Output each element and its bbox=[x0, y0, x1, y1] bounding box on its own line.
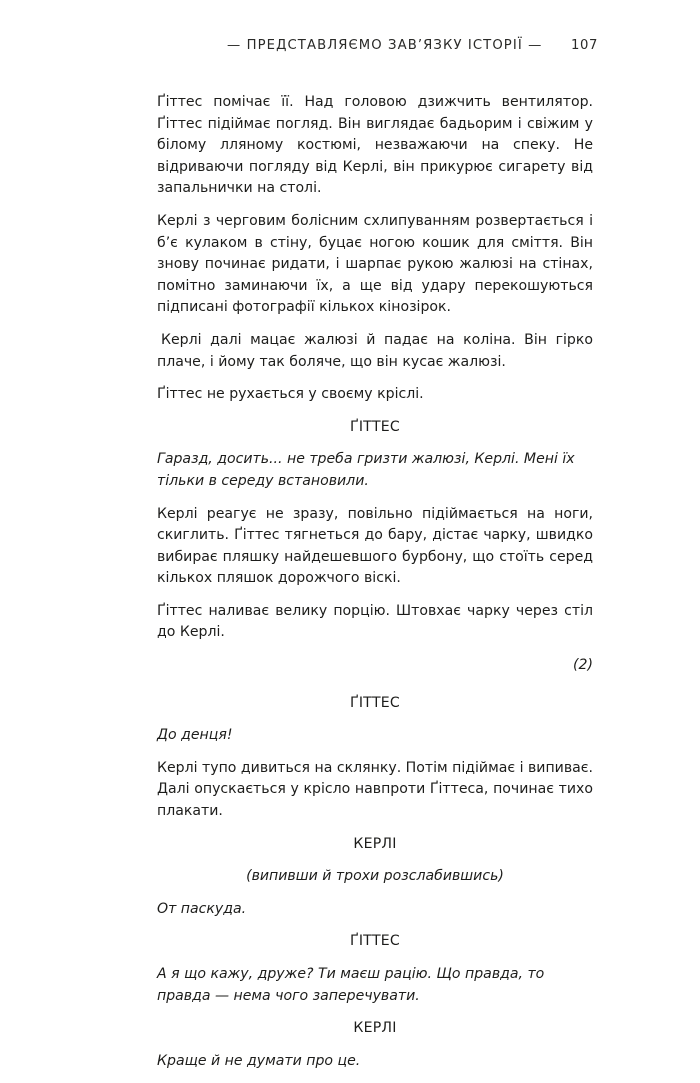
page-number: 107 bbox=[571, 38, 598, 53]
dialogue-line: Гаразд, досить... не треба гризти жалюзі, Керлі. Мені їх тільки в середу встановили. bbox=[157, 451, 575, 489]
running-head: — ПРЕДСТАВЛЯЄМО ЗАВ’ЯЗКУ ІСТОРІЇ — bbox=[227, 38, 543, 53]
action-paragraph: Керлі з черговим болісним схлипуванням розвертається і б’є кулаком в стіну, буцає ногою кошик для сміття. Він знову починає ридати, і шарпає рукою жалюзі на стінах, помітно заминаючи їх, а ще від удару перекошуються підписані фотографії кількох кінозірок. bbox=[157, 212, 593, 316]
parenthetical: (випивши й трохи розслабившись) bbox=[246, 868, 504, 885]
dialogue-line: От паскуда. bbox=[157, 900, 247, 917]
character-name: КЕРЛІ bbox=[353, 835, 397, 852]
character-name: КЕРЛІ bbox=[353, 1020, 397, 1037]
screenplay-text bbox=[157, 92, 593, 1083]
character-name: ҐІТТЕС bbox=[350, 933, 400, 950]
character-name: ҐІТТЕС bbox=[350, 694, 400, 711]
character-name: ҐІТТЕС bbox=[350, 418, 400, 435]
dialogue-line: Краще й не думати про це. bbox=[157, 1052, 361, 1069]
dialogue-line: До денця! bbox=[157, 727, 233, 744]
dialogue-line: А я що кажу, друже? Ти маєш рацію. Що правда, то правда — нема чого заперечувати. bbox=[157, 966, 545, 1004]
action-paragraph: Ґіттес помічає її. Над головою дзижчить вентилятор. Ґіттес підіймає погляд. Він виглядає бадьорим і свіжим у білому лляному костюмі, незважаючи на спеку. Не відриваючи погляду від Керлі, він прикурює сигарету від запальнички на столі. bbox=[157, 94, 593, 197]
transition-marker: (2) bbox=[573, 657, 593, 674]
action-paragraph: Керлі далі мацає жалюзі й падає на коліна. Він гірко плаче, і йому так боляче, що він кусає жалюзі. bbox=[157, 331, 593, 370]
action-paragraph: Керлі тупо дивиться на склянку. Потім підіймає і випиває. Далі опускається у крісло навпроти Ґіттеса, починає тихо плакати. bbox=[157, 759, 593, 820]
action-paragraph: Ґіттес наливає велику порцію. Штовхає чарку через стіл до Керлі. bbox=[157, 602, 593, 641]
action-paragraph: Ґіттес не рухається у своєму кріслі. bbox=[157, 386, 424, 403]
action-paragraph: Керлі реагує не зразу, повільно підіймається на ноги, скиглить. Ґіттес тягнеться до бару, дістає чарку, швидко вибирає пляшку найдешевшого бурбону, що стоїть серед кількох пляшок дорожчого віскі. bbox=[157, 505, 593, 587]
